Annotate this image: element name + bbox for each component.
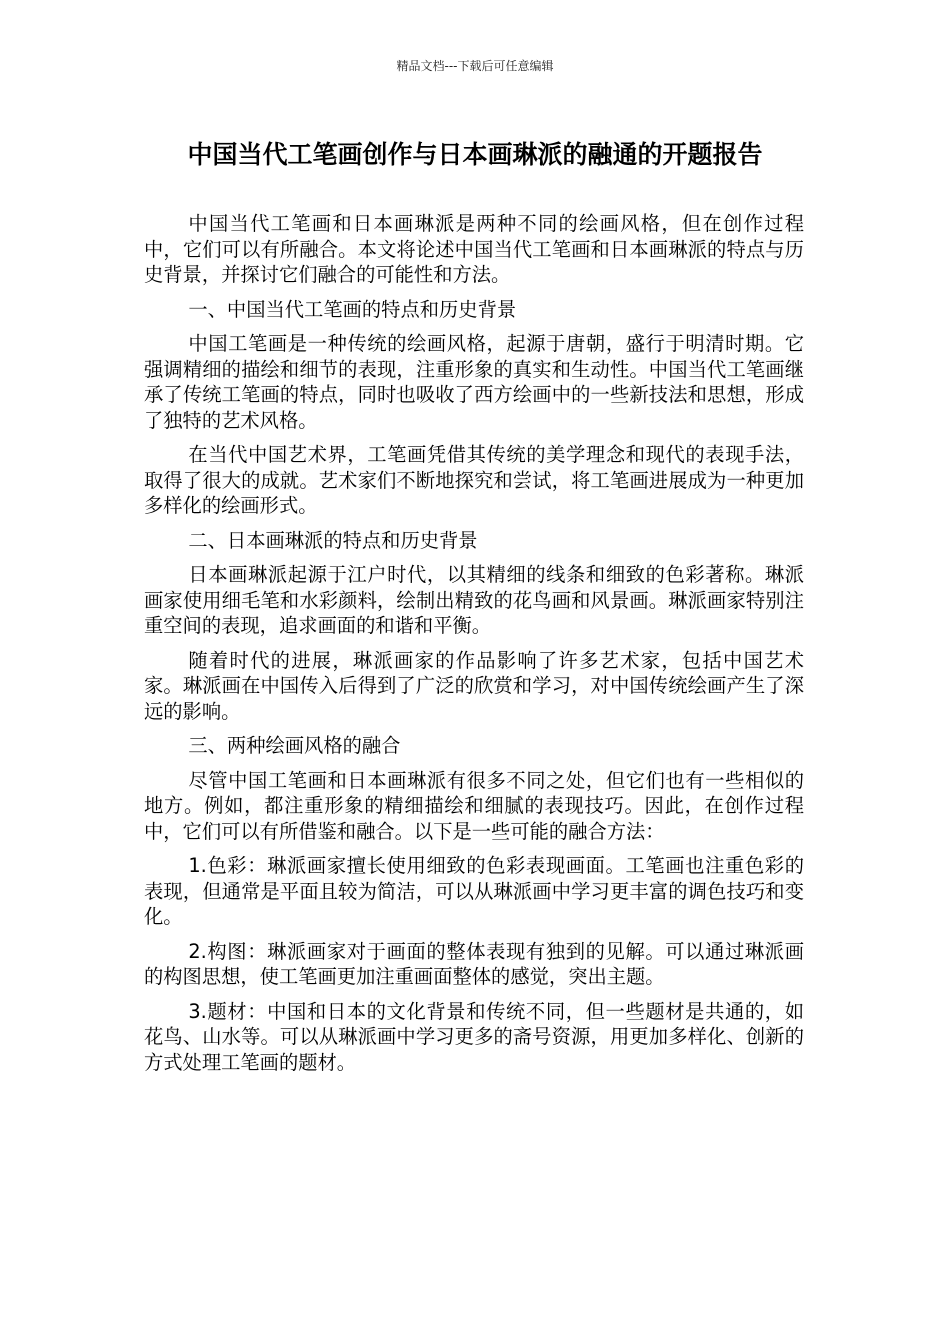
- section-heading-2: 二、日本画琳派的特点和历史背景: [188, 528, 478, 552]
- paragraph: 随着时代的进展，琳派画家的作品影响了许多艺术家，包括中国艺术家。琳派画在中国传入后得到了广泛的欣赏和学习，对中国传统绘画产生了深远的影响。: [144, 648, 804, 723]
- list-item-subject: 3.题材：中国和日本的文化背景和传统不同，但一些题材是共通的，如花鸟、山水等。可以从琳派画中学习更多的斋号资源，用更加多样化、创新的方式处理工笔画的题材。: [144, 999, 804, 1074]
- paragraph: 日本画琳派起源于江户时代，以其精细的线条和细致的色彩著称。琳派画家使用细毛笔和水彩颜料，绘制出精致的花鸟画和风景画。琳派画家特别注重空间的表现，追求画面的和谐和平衡。: [144, 563, 804, 637]
- list-item-color: 1.色彩：琳派画家擅长使用细致的色彩表现画面。工笔画也注重色彩的表现，但通常是平面且较为简洁，可以从琳派画中学习更丰富的调色技巧和变化。: [144, 854, 804, 928]
- section-heading-1: 一、中国当代工笔画的特点和历史背景: [188, 297, 517, 321]
- paragraph-intro: 中国当代工笔画和日本画琳派是两种不同的绘画风格，但在创作过程中，它们可以有所融合。本文将论述中国当代工笔画和日本画琳派的特点与历史背景，并探讨它们融合的可能性和方法。: [144, 212, 804, 286]
- document-body: [144, 211, 804, 1084]
- list-item-composition: 2.构图：琳派画家对于画面的整体表现有独到的见解。可以通过琳派画的构图思想，使工笔画更加注重画面整体的感觉，突出主题。: [144, 939, 804, 988]
- paragraph: 在当代中国艺术界，工笔画凭借其传统的美学理念和现代的表现手法，取得了很大的成就。艺术家们不断地探究和尝试，将工笔画进展成为一种更加多样化的绘画形式。: [144, 443, 804, 517]
- paragraph: 中国工笔画是一种传统的绘画风格，起源于唐朝，盛行于明清时期。它强调精细的描绘和细节的表现，注重形象的真实和生动性。中国当代工笔画继承了传统工笔画的特点，同时也吸收了西方绘画中的一些新技法和思想，形成了独特的艺术风格。: [144, 332, 804, 432]
- paragraph: 尽管中国工笔画和日本画琳派有很多不同之处，但它们也有一些相似的地方。例如，都注重形象的精细描绘和细腻的表现技巧。因此，在创作过程中，它们可以有所借鉴和融合。以下是一些可能的融合方法：: [144, 768, 804, 843]
- header-note: 精品文档---下载后可任意编辑: [396, 59, 554, 73]
- section-heading-3: 三、两种绘画风格的融合: [188, 734, 401, 757]
- document-title: 中国当代工笔画创作与日本画琳派的融通的开题报告: [187, 140, 763, 169]
